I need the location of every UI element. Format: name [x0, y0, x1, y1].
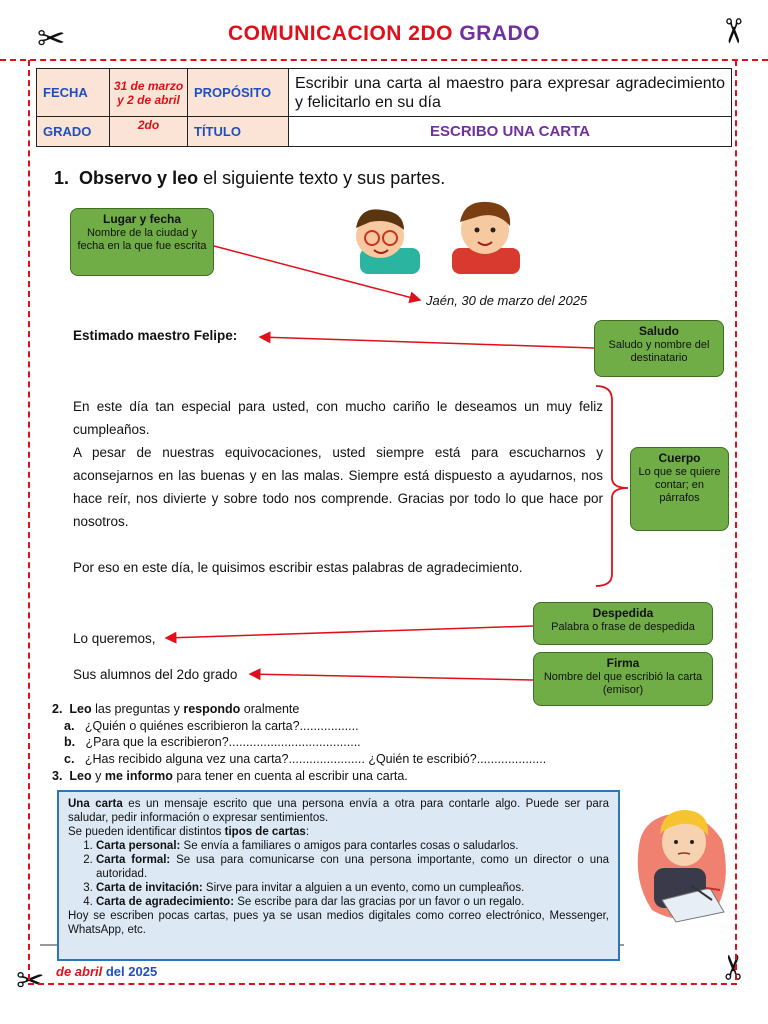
arrow-despedida	[166, 626, 533, 638]
letter-types-list	[68, 839, 609, 909]
grado-label: GRADO	[37, 117, 110, 147]
list-item: 3. Carta de invitación: Sirve para invitar a alguien a un evento, como un cumpleaños.	[96, 881, 609, 895]
section1-rest: el siguiente texto y sus partes.	[198, 168, 446, 188]
callout-lugar-title: Lugar y fecha	[102, 212, 182, 226]
titulo-value: ESCRIBO UNA CARTA	[289, 117, 732, 147]
title-part1: COMUNICACION 2DO	[227, 22, 460, 45]
letter-signature: Sus alumnos del 2do grado	[73, 667, 238, 682]
footer-date: de abril del 2025	[56, 964, 158, 979]
callout-despedida-title: Despedida	[592, 606, 654, 620]
info-box	[57, 790, 620, 961]
callout-lugar-desc: Nombre de la ciudad y fecha en la que fue escrita	[77, 227, 207, 252]
info-types: Se pueden identificar distintos tipos de cartas:	[68, 826, 310, 838]
callout-cuerpo-title: Cuerpo	[658, 451, 701, 465]
scissors-icon: ✂	[712, 16, 753, 46]
callout-cuerpo-desc: Lo que se quiere contar; en párrafos	[638, 466, 721, 504]
section2-heading: 2. Leo las preguntas y respondo oralmente	[52, 702, 300, 716]
list-item: 4. Carta de agradecimiento: Se escribe para dar las gracias por un favor o un regalo.	[96, 895, 609, 909]
scissors-icon: ✂	[16, 961, 45, 1001]
question-c: c. ¿Has recibido alguna vez una carta?...................... ¿Quién te escribió?....................	[64, 752, 547, 766]
letter-greeting: Estimado maestro Felipe:	[73, 328, 238, 343]
arrow-lugar-fecha	[214, 246, 420, 300]
list-item: 2. Carta formal: Se usa para comunicarse con una persona importante, como un director o una autoridad.	[96, 853, 609, 881]
proposito-value: Escribir una carta al maestro para expresar agradecimiento y felicitarlo en su día	[289, 69, 732, 117]
callout-firma-desc: Nombre del que escribió la carta (emisor)	[543, 671, 703, 696]
arrow-firma	[250, 674, 533, 680]
fecha-label: FECHA	[37, 69, 110, 117]
question-b: b. ¿Para que la escribieron?......................................	[64, 735, 361, 749]
callout-saludo-title: Saludo	[638, 324, 679, 338]
section3-heading: 3. Leo y me informo para tener en cuenta al escribir una carta.	[52, 769, 408, 783]
letter-paragraph-2: A pesar de nuestras equivocaciones, usted siempre está para escucharnos y aconsejarnos en las buenas y en las malas. Siempre está dispuesto a ayudarnos, nos hace reír, nos divierte y sobre todo nos comprende. Gracias por todo lo que hace por nosotros.	[73, 445, 603, 529]
letter-closing: Lo queremos,	[73, 631, 156, 646]
scissors-icon: ✂	[37, 19, 66, 59]
fecha-value: 31 de marzo y 2 de abril	[110, 69, 188, 117]
arrow-saludo	[260, 337, 594, 348]
thinking-child-illustration	[632, 800, 732, 930]
info-intro: Una carta es un mensaje escrito que una persona envía a otra para contarle algo. Puede ser para saludar, pedir información o expresar sentimientos.	[68, 798, 609, 824]
letter-date: Jaén, 30 de marzo del 2025	[426, 293, 588, 308]
section1-bold: Observo y leo	[79, 168, 199, 188]
titulo-label: TÍTULO	[188, 117, 289, 147]
callout-firma-title: Firma	[606, 656, 640, 670]
letter-paragraph-3: Por eso en este día, le quisimos escribir estas palabras de agradecimiento.	[73, 560, 523, 575]
question-a: a. ¿Quién o quiénes escribieron la carta?.................	[64, 719, 359, 733]
list-item: 1. Carta personal: Se envía a familiares o amigos para contarles cosas o saludarlos.	[96, 839, 609, 853]
proposito-label: PROPÓSITO	[188, 69, 289, 117]
callout-saludo-desc: Saludo y nombre del destinatario	[608, 339, 710, 364]
title-part2: GRADO	[459, 22, 540, 45]
scissors-icon: ✂	[714, 952, 755, 982]
letter-paragraph-1: En este día tan especial para usted, con mucho cariño le deseamos un muy feliz cumpleaños.	[73, 399, 603, 437]
callout-despedida-desc: Palabra o frase de despedida	[551, 621, 695, 633]
info-closing: Hoy se escriben pocas cartas, pues ya se usan medios digitales como correo electrónico, Messenger, WhatsApp, etc.	[68, 910, 609, 936]
grado-value: 2do	[110, 117, 188, 147]
section1-number: 1.	[54, 168, 70, 188]
